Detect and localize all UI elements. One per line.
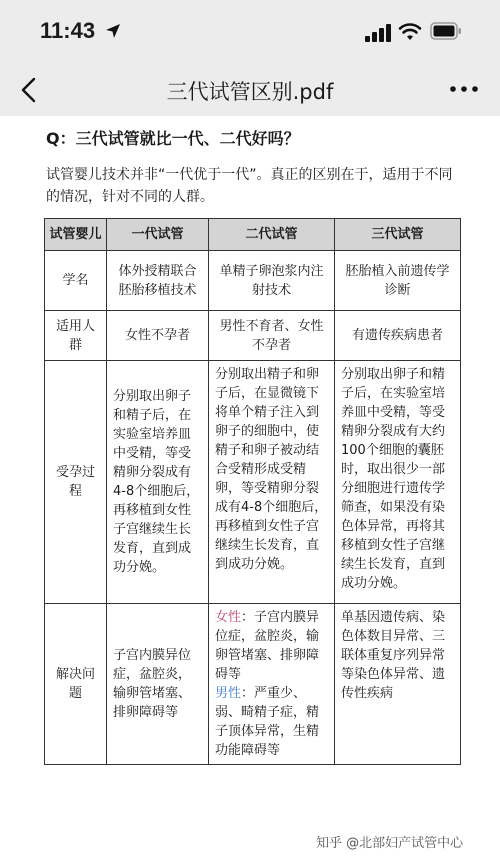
table-header-cell: 一代试管	[107, 219, 209, 251]
table-cell: 分别取出精子和卵子后，在显微镜下将单个精子注入到卵子的细胞中，使精子和卵子被动结合受精形成受精卵，等受精卵分裂成有4-8个细胞后，再移植到女性子宫继续生长发育，直到成功分娩。	[209, 361, 335, 604]
row-label: 受孕过程	[45, 361, 107, 604]
row-label: 解决问题	[45, 604, 107, 765]
table-header-cell: 试管婴儿	[45, 219, 107, 251]
table-cell: 分别取出卵子和精子后，在实验室培养皿中受精，等受精卵分裂成有大约100个细胞的囊胚时，取出很少一部分细胞进行遗传学筛查，如果没有染色体异常，再将其移植到女性子宫继续生长发育，直到成功分娩。	[335, 361, 461, 604]
table-cell: 单精子卵泡浆内注射技术	[209, 251, 335, 311]
more-options-icon[interactable]	[446, 76, 482, 102]
table-header-row	[45, 219, 461, 251]
solution-cell-gen2	[209, 604, 334, 764]
nav-bar	[0, 62, 500, 116]
table-cell: 女性不孕者	[107, 311, 209, 361]
table-row	[45, 251, 461, 311]
table-cell: 单基因遗传病、染色体数目异常、三联体重复序列异常等染色体异常、遗传性疾病	[335, 604, 461, 765]
wifi-icon	[398, 22, 422, 42]
location-arrow-icon	[104, 22, 122, 40]
battery-icon	[430, 22, 462, 40]
table-cell: 男性不育者、女性不孕者	[209, 311, 335, 361]
table-cell: 分别取出卵子和精子后，在实验室培养皿中受精，等受精卵分裂成有4-8个细胞后，再移植到女性子宫继续生长发育，直到成功分娩。	[107, 361, 209, 604]
table-header-cell: 二代试管	[209, 219, 335, 251]
table-row	[45, 311, 461, 361]
table-cell	[209, 604, 335, 765]
cellular-signal-icon	[364, 24, 392, 42]
table-row	[45, 604, 461, 765]
question-heading: Q：三代试管就比一代、二代好吗？	[46, 129, 300, 148]
status-bar	[0, 0, 500, 62]
table-cell: 子宫内膜异位症，盆腔炎，输卵管堵塞、排卵障碍等	[107, 604, 209, 765]
watermark: 知乎 @北部妇产试管中心	[316, 836, 464, 851]
table-cell: 胚胎植入前遗传学诊断	[335, 251, 461, 311]
female-conditions: ：子宫内膜异位症，盆腔炎，输卵管堵塞、排卵障碍等	[215, 610, 320, 682]
comparison-table	[44, 218, 461, 765]
document-title: 三代试管区别.pdf	[166, 80, 334, 104]
status-time: 11:43	[40, 18, 96, 43]
table-cell: 有遗传疾病患者	[335, 311, 461, 361]
male-conditions: ：严重少、弱、畸精子症，精子顶体异常，生精功能障碍等	[215, 686, 320, 758]
table-cell: 体外授精联合胚胎移植技术	[107, 251, 209, 311]
intro-paragraph: 试管婴儿技术并非“一代优于一代”。真正的区别在于，适用于不同的情况，针对不同的人群。	[46, 167, 453, 205]
row-label: 适用人群	[45, 311, 107, 361]
female-label: 女性	[215, 610, 242, 625]
table-header-cell: 三代试管	[335, 219, 461, 251]
table-row	[45, 361, 461, 604]
row-label: 学名	[45, 251, 107, 311]
male-label: 男性	[215, 686, 242, 701]
